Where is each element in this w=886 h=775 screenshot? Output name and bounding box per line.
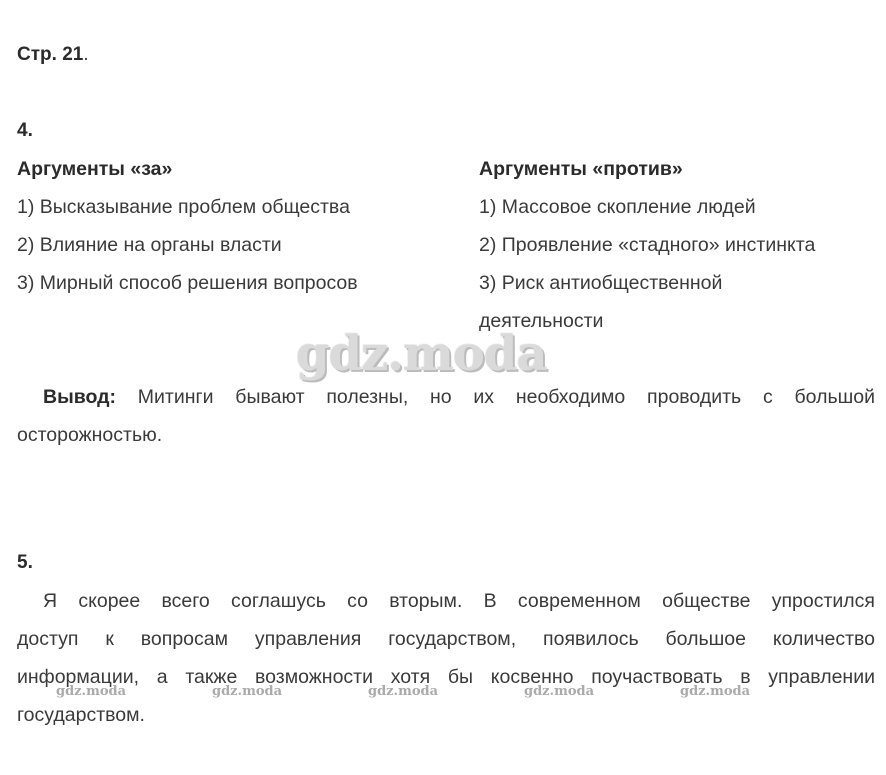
- con-item: 3) Риск антиобщественной: [479, 272, 723, 294]
- pro-item: 3) Мирный способ решения вопросов: [17, 272, 358, 294]
- task5-number: 5.: [17, 552, 33, 573]
- pro-item: 2) Влияние на органы власти: [17, 234, 282, 256]
- task5-line: информации, а также возможности хотя бы косвенно поучаствовать в управлении: [17, 666, 875, 688]
- watermark-logo: gdz.moda: [296, 326, 547, 382]
- pro-item: 1) Высказывание проблем общества: [17, 196, 350, 218]
- task5-line: доступ к вопросам управления государством, появилось большое количество: [17, 628, 875, 650]
- conclusion-label: Вывод:: [43, 386, 116, 408]
- con-heading: Аргументы «против»: [479, 158, 683, 180]
- conclusion-line: Вывод: Митинги бывают полезны, но их необходимо проводить с большой: [43, 386, 876, 408]
- watermark-footer: gdz.moda: [56, 684, 127, 699]
- conclusion-line: осторожностью.: [17, 424, 163, 446]
- task5-line: Я скорее всего соглашусь со вторым. В современном обществе упростился: [43, 590, 875, 612]
- watermark-footer: gdz.moda: [212, 684, 283, 699]
- watermark-footer: gdz.moda: [524, 684, 595, 699]
- con-item-continuation: деятельности: [479, 310, 604, 332]
- page-label: Стр. 21.: [17, 44, 89, 65]
- con-item: 2) Проявление «стадного» инстинкта: [479, 234, 816, 256]
- task4-number: 4.: [17, 120, 33, 141]
- con-item: 1) Массовое скопление людей: [479, 196, 756, 218]
- watermark-footer: gdz.moda: [368, 684, 439, 699]
- task5-line: государством.: [17, 704, 145, 726]
- watermark-footer: gdz.moda: [680, 684, 751, 699]
- pro-heading: Аргументы «за»: [17, 158, 173, 180]
